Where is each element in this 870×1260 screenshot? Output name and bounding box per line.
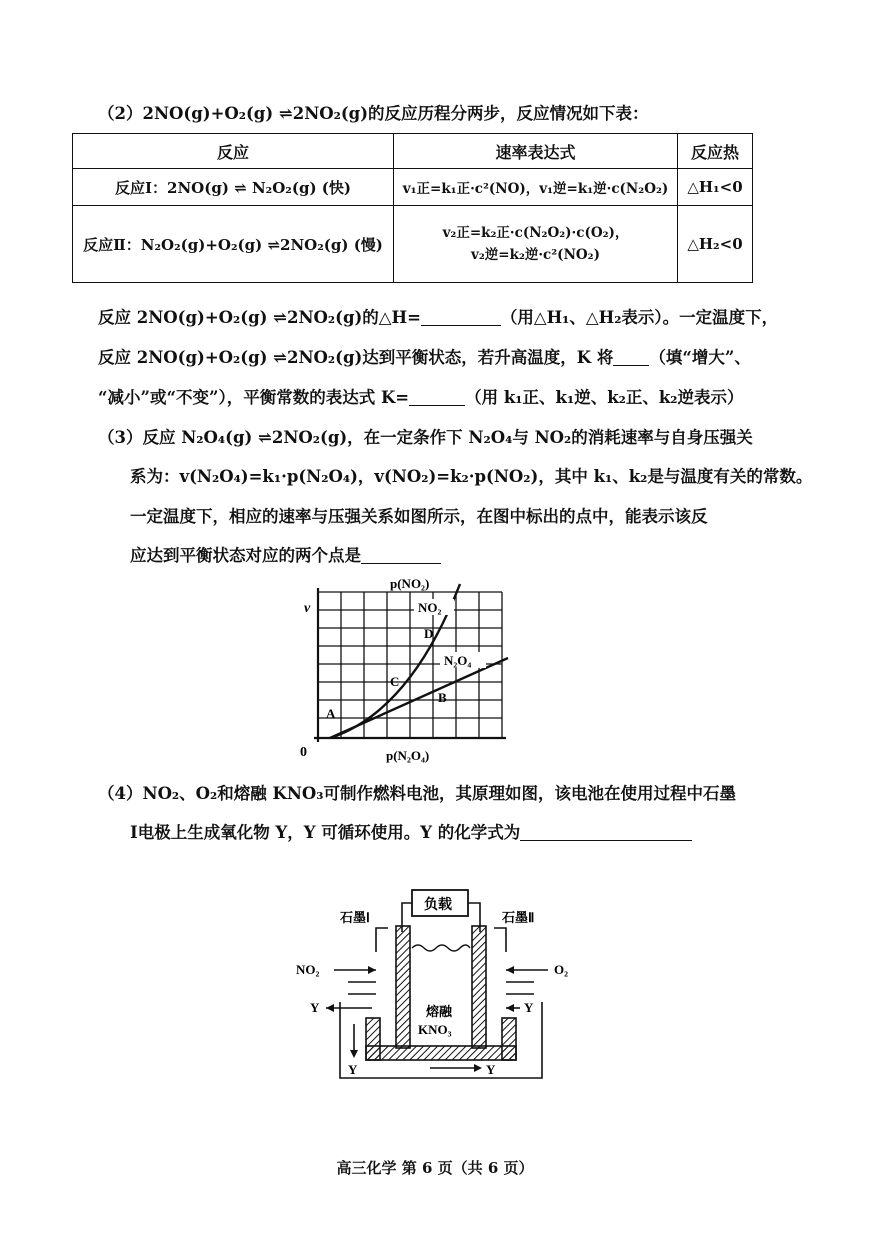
no2-arrowhead <box>368 966 376 974</box>
q2-dh-prompt: 反应 2NO(g)+O₂(g) ⇌2NO₂(g)的△H= <box>98 308 421 327</box>
electrode2-graphite <box>472 926 486 1048</box>
y-bottom-arrowhead <box>474 1064 482 1072</box>
gas-in-o2: O₂ <box>554 962 569 977</box>
y-bottom-left: Y <box>348 1062 358 1077</box>
part4-line-2 <box>130 819 692 843</box>
part2-intro: 的反应历程分两步，反应情况如下表： <box>368 104 649 123</box>
part3-question: 应达到平衡状态对应的两个点是 <box>130 546 361 565</box>
part3-line-1: （3）反应 N₂O₄(g) ⇌2NO₂(g)，在一定条作下 N₂O₄与 NO₂的消耗速率与自身压强关 <box>98 428 753 447</box>
part2-equation: 2NO(g)+O₂(g) ⇌2NO₂(g) <box>142 104 369 123</box>
gas-in-no2: NO₂ <box>296 962 320 977</box>
row1-heat: △H₁<0 <box>678 169 753 206</box>
part3-line-4 <box>130 542 441 566</box>
part4-question: Ⅰ电极上生成氧化物 Y，Y 可循环使用。Y 的化学式为 <box>130 823 521 842</box>
vessel-bottom <box>366 1046 516 1060</box>
row2-rate-reverse: v₂逆=k₂逆·c²(NO₂) <box>471 247 600 263</box>
table-row <box>73 206 753 283</box>
row2-reaction: 反应Ⅱ：N₂O₂(g)+O₂(g) ⇌2NO₂(g) (慢) <box>73 206 394 283</box>
table-header-row <box>73 134 753 169</box>
table-header-heat: 反应热 <box>678 134 753 169</box>
graph-x-label: p(N₂O₄) <box>386 748 430 763</box>
o2-arrowhead <box>506 966 514 974</box>
part2-intro-line <box>98 100 649 124</box>
electrolyte-label-2: KNO₃ <box>418 1022 452 1037</box>
electrolyte-surface <box>412 945 470 951</box>
answer-blank-k-change[interactable] <box>613 348 649 366</box>
part3-line-3: 一定温度下，相应的速率与压强关系如图所示，在图中标出的点中，能表示该反 <box>130 507 708 526</box>
curve-label-no2: NO₂ <box>418 600 442 615</box>
n2o4-rate-line <box>330 658 508 738</box>
answer-blank-equilibrium-points[interactable] <box>361 546 441 564</box>
y-right-arrowhead <box>506 1004 514 1012</box>
y-out-left: Y <box>310 1000 320 1015</box>
point-b-label: B <box>438 690 447 705</box>
graph-top-label: p(NO₂) <box>390 576 430 591</box>
q2-kexpr-hint: （用 k₁正、k₁逆、k₂正、k₂逆表示） <box>465 388 744 407</box>
load-label: 负载 <box>424 898 452 913</box>
table-header-reaction: 反应 <box>73 134 394 169</box>
graph-origin: 0 <box>300 745 307 760</box>
y-bottom-right: Y <box>486 1062 496 1077</box>
right-chamber-top <box>494 928 506 952</box>
left-chamber-top <box>376 928 388 952</box>
answer-blank-k-expression[interactable] <box>409 388 465 406</box>
y-in-right: Y <box>524 1000 534 1015</box>
q2-k-hint: （填“增大”、 <box>649 348 751 367</box>
electrode1-graphite <box>396 926 410 1048</box>
part3-line-2: 系为：v(N₂O₄)=k₁·p(N₂O₄)，v(NO₂)=k₂·p(NO₂)，其中 k₁、k₂是与温度有关的常数。 <box>130 467 813 486</box>
row2-heat: △H₂<0 <box>678 206 753 283</box>
table-header-rate: 速率表达式 <box>394 134 678 169</box>
part4-line-1: （4）NO₂、O₂和熔融 KNO₃可制作燃料电池，其原理如图，该电池在使用过程中石墨 <box>98 784 737 803</box>
electrode1-label: 石墨Ⅰ <box>340 910 370 925</box>
curve-label-n2o4: N₂O₄ <box>444 653 472 668</box>
q2-k-prompt: 反应 2NO(g)+O₂(g) ⇌2NO₂(g)达到平衡状态，若升高温度，K 将 <box>98 348 614 367</box>
fuel-cell-diagram <box>290 882 590 1082</box>
row2-rate-forward: v₂正=k₂正·c(N₂O₂)·c(O₂)， <box>442 225 629 241</box>
point-c-label: C <box>390 674 400 689</box>
point-d-label: D <box>424 626 434 641</box>
q2-line-3 <box>98 384 744 408</box>
row2-rate <box>394 206 678 283</box>
point-a-label: A <box>326 706 336 721</box>
rate-pressure-graph <box>290 572 530 772</box>
electrode2-label: 石墨Ⅱ <box>502 910 535 925</box>
page-footer: 高三化学 第 6 页（共 6 页） <box>336 1159 534 1177</box>
q2-kexpr-prompt: “减小”或“不变”），平衡常数的表达式 K= <box>98 388 410 407</box>
y-down-arrowhead <box>350 1050 358 1058</box>
graph-y-label: v <box>304 601 311 616</box>
q2-line-1 <box>98 304 778 328</box>
table-row <box>73 169 753 206</box>
answer-blank-y-formula[interactable] <box>520 823 692 841</box>
electrolyte-label-1: 熔融 <box>426 1004 453 1019</box>
q2-dh-hint: （用△H₁、△H₂表示）。一定温度下， <box>500 308 779 327</box>
y-left-arrowhead <box>326 1004 334 1012</box>
q2-line-2 <box>98 344 751 368</box>
part2-label: （2） <box>98 104 143 123</box>
row1-rate <box>394 169 678 206</box>
row1-reaction: 反应Ⅰ：2NO(g) ⇌ N₂O₂(g) (快) <box>73 169 394 206</box>
reaction-table <box>72 133 753 283</box>
answer-blank-dh[interactable] <box>421 308 501 326</box>
row1-rate-text: v₁正=k₁正·c²(NO)，v₁逆=k₁逆·c(N₂O₂) <box>402 181 669 197</box>
